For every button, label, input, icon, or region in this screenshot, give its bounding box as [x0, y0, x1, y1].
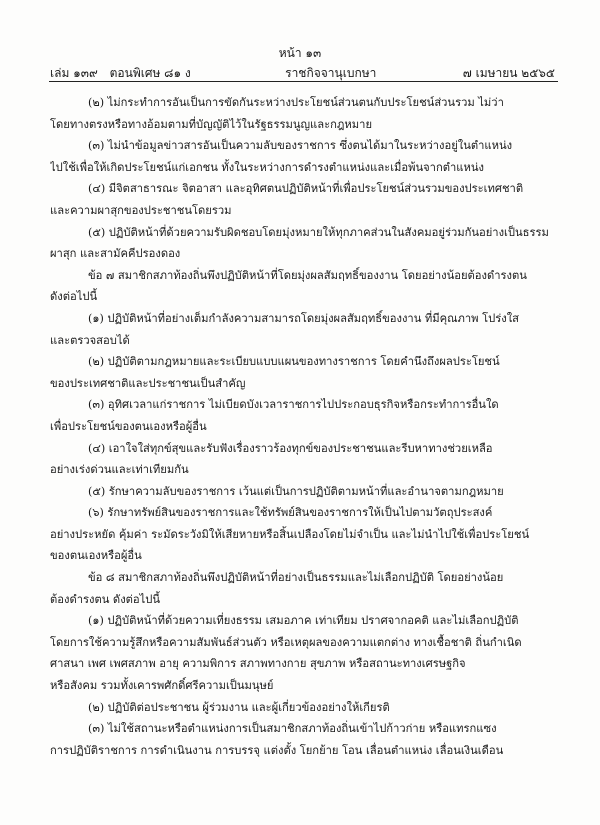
text-line: (๕) ปฏิบัติหน้าที่ด้วยความรับผิดชอบโดยมุ่งหมายให้ทุกภาคส่วนในสังคมอยู่ร่วมกันอย่างเป็นธรรม — [88, 225, 549, 239]
publication-date: ๗ เมษายน ๒๕๖๕ — [462, 66, 555, 80]
text-line: ผาสุก และสามัคคีปรองดอง — [50, 247, 181, 261]
text-line: การปฏิบัติราชการ การดำเนินงาน การบรรจุ แต่งตั้ง โยกย้าย โอน เลื่อนตำแหน่ง เลื่อนเงินเดือน — [50, 743, 504, 757]
text-line: (๖) รักษาทรัพย์สินของราชการและใช้ทรัพย์สินของราชการให้เป็นไปตามวัตถุประสงค์ — [88, 506, 493, 520]
text-line: (๕) รักษาความลับของราชการ เว้นแต่เป็นการปฏิบัติตามหน้าที่และอำนาจตามกฎหมาย — [88, 484, 504, 498]
text-line: โดยทางตรงหรือทางอ้อมตามที่บัญญัติไว้ในรัฐธรรมนูญและกฎหมาย — [50, 117, 372, 131]
document-body — [50, 92, 558, 761]
publication-name: ราชกิจจานุเบกษา — [285, 66, 377, 80]
text-line: หรือสังคม รวมทั้งเคารพศักดิ์ศรีความเป็นมนุษย์ — [50, 679, 274, 693]
text-line: (๒) ไม่กระทำการอันเป็นการขัดกันระหว่างประโยชน์ส่วนตนกับประโยชน์ส่วนรวม ไม่ว่า — [88, 96, 504, 109]
header-rule — [49, 81, 558, 82]
text-line: (๑) ปฏิบัติหน้าที่ด้วยความเที่ยงธรรม เสมอภาค เท่าเทียม ปราศจากอคติ และไม่เลือกปฏิบัติ — [88, 614, 519, 628]
text-line: ดังต่อไปนี้ — [50, 290, 98, 304]
special-issue: ตอนพิเศษ ๘๑ ง — [109, 66, 191, 80]
text-line: (๓) ไม่นำข้อมูลข่าวสารอันเป็นความลับของราชการ ซึ่งตนได้มาในระหว่างอยู่ในตำแหน่ง — [88, 139, 513, 153]
text-line: (๔) มีจิตสาธารณะ จิตอาสา และอุทิศตนปฏิบัติหน้าที่เพื่อประโยชน์ส่วนรวมของประเทศชาติ — [88, 182, 524, 196]
text-line: โดยการใช้ความรู้สึกหรือความสัมพันธ์ส่วนตัว หรือเหตุผลของความแตกต่าง ทางเชื้อชาติ ถิ่นกำเนิด — [50, 635, 522, 649]
text-line: (๒) ปฏิบัติตามกฎหมายและระเบียบแบบแผนของทางราชการ โดยคำนึงถึงผลประโยชน์ — [88, 355, 500, 369]
text-line: (๓) อุทิศเวลาแก่ราชการ ไม่เบียดบังเวลาราชการไปประกอบธุรกิจหรือกระทำการอื่นใด — [88, 398, 499, 412]
text-line: ต้องดำรงตน ดังต่อไปนี้ — [50, 592, 161, 606]
text-line: ของประเทศชาติและประชาชนเป็นสำคัญ — [50, 376, 246, 390]
text-line: (๓) ไม่ใช้สถานะหรือตำแหน่งการเป็นสมาชิกสภาท้องถิ่นเข้าไปก้าวก่าย หรือแทรกแซง — [88, 722, 497, 736]
text-line: และความผาสุกของประชาชนโดยรวม — [50, 203, 232, 217]
text-line: ไปใช้เพื่อให้เกิดประโยชน์แก่เอกชน ทั้งในระหว่างการดำรงตำแหน่งและเมื่อพ้นจากตำแหน่ง — [50, 160, 484, 174]
text-line: (๒) ปฏิบัติต่อประชาชน ผู้ร่วมงาน และผู้เกี่ยวข้องอย่างให้เกียรติ — [88, 700, 390, 714]
text-line: เพื่อประโยชน์ของตนเองหรือผู้อื่น — [50, 419, 207, 433]
text-line: ข้อ ๘ สมาชิกสภาท้องถิ่นพึงปฏิบัติหน้าที่อย่างเป็นธรรมและไม่เลือกปฏิบัติ โดยอย่างน้อย — [88, 571, 504, 585]
text-line: (๔) เอาใจใส่ทุกข์สุขและรับฟังเรื่องราวร้องทุกข์ของประชาชนและรีบหาทางช่วยเหลือ — [88, 441, 493, 455]
page-number: หน้า ๑๓ — [278, 46, 322, 60]
text-line: และตรวจสอบได้ — [50, 333, 130, 347]
text-line: ศาสนา เพศ เพศสภาพ อายุ ความพิการ สภาพทางกาย สุขภาพ หรือสถานะทางเศรษฐกิจ — [50, 657, 466, 671]
text-line: อย่างเร่งด่วนและเท่าเทียมกัน — [50, 463, 189, 477]
text-line: ของตนเองหรือผู้อื่น — [50, 549, 142, 563]
text-line: (๑) ปฏิบัติหน้าที่อย่างเต็มกำลังความสามารถโดยมุ่งผลสัมฤทธิ์ของงาน ที่มีคุณภาพ โปร่งใส — [88, 311, 519, 325]
volume-number: เล่ม ๑๓๙ — [50, 66, 98, 80]
text-line: ข้อ ๗ สมาชิกสภาท้องถิ่นพึงปฏิบัติหน้าที่โดยมุ่งผลสัมฤทธิ์ของงาน โดยอย่างน้อยต้องดำรงตน — [88, 268, 527, 282]
text-line: อย่างประหยัด คุ้มค่า ระมัดระวังมิให้เสียหายหรือสิ้นเปลืองโดยไม่จำเป็น และไม่นำไปใช้เพื่อประโยชน์ — [50, 527, 530, 541]
